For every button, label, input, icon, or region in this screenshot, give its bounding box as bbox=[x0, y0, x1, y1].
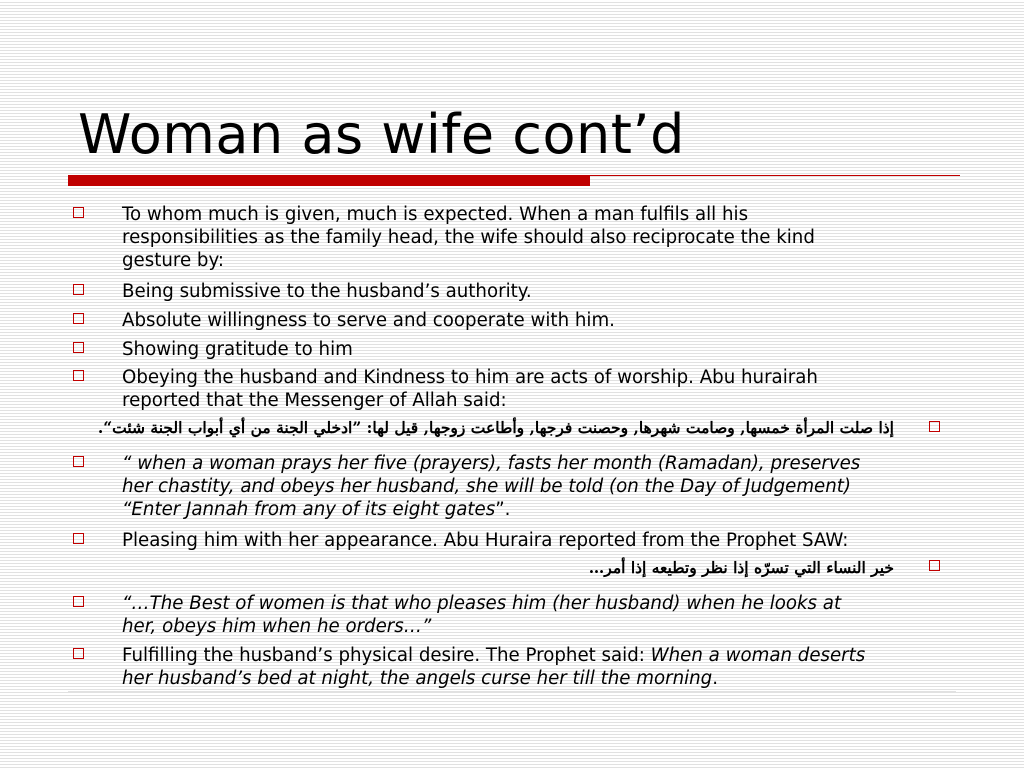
bullet-1-line-3: gesture by: bbox=[122, 250, 225, 271]
bullet-square-icon bbox=[73, 533, 84, 544]
bullet-5-line-2: reported that the Messenger of Allah said: bbox=[122, 390, 507, 411]
bullet-square-icon bbox=[929, 421, 940, 432]
bullet-square-icon bbox=[73, 370, 84, 381]
bullet-10-line-2: her, obeys him when he orders…” bbox=[122, 616, 432, 637]
bullet-square-icon bbox=[929, 560, 940, 571]
bullet-square-icon bbox=[73, 207, 84, 218]
bullet-7-line-3 bbox=[122, 498, 510, 521]
bullet-3-line-1: Absolute willingness to serve and cooperate with him. bbox=[122, 310, 615, 331]
bullet-5-line-1: Obeying the husband and Kindness to him are acts of worship. Abu hurairah bbox=[122, 367, 818, 388]
bullet-1-line-1: To whom much is given, much is expected. When a man fulfils all his bbox=[122, 204, 749, 225]
bullet-11-line-2-italic: her husband’s bed at night, the angels curse her till the morning bbox=[122, 668, 713, 689]
bullet-7-line-3-end: ”. bbox=[495, 499, 511, 520]
arabic-hadith-1: إذا صلت المرأة خمسها, وصامت شهرها, وحصنت فرجها, وأطاعت زوجها, قيل لها: ”ادخلي الجنة من أي أبواب الجنة شئت“. bbox=[97, 418, 894, 437]
bullet-7-line-1: “ when a woman prays her five (prayers), fasts her month (Ramadan), preserves bbox=[122, 453, 861, 474]
bullet-7-line-2: her chastity, and obeys her husband, she will be told (on the Day of Judgement) bbox=[122, 476, 851, 497]
bullet-square-icon bbox=[73, 648, 84, 659]
arabic-hadith-2: خير النساء التي تسرّه إذا نظر وتطيعه إذا أمر… bbox=[588, 558, 894, 577]
bullet-8-line-1: Pleasing him with her appearance. Abu Huraira reported from the Prophet SAW: bbox=[122, 530, 849, 551]
bullet-11-line-1 bbox=[122, 644, 865, 667]
bullet-2-line-1: Being submissive to the husband’s authority. bbox=[122, 281, 532, 302]
bullet-11-line-2-end: . bbox=[712, 668, 719, 689]
bullet-11-line-1-italic: When a woman deserts bbox=[650, 645, 866, 666]
bullet-1-line-2: responsibilities as the family head, the wife should also reciprocate the kind bbox=[122, 227, 815, 248]
title-underline-thick bbox=[68, 176, 590, 186]
slide-title: Woman as wife cont’d bbox=[78, 103, 685, 166]
bullet-7-line-3-italic: “Enter Jannah from any of its eight gates bbox=[122, 499, 496, 520]
bullet-square-icon bbox=[73, 313, 84, 324]
bullet-square-icon bbox=[73, 596, 84, 607]
bottom-divider bbox=[68, 691, 956, 693]
bullet-11-line-2 bbox=[122, 667, 718, 690]
bullet-square-icon bbox=[73, 456, 84, 467]
bullet-11-line-1-plain: Fulfilling the husband’s physical desire. The Prophet said: bbox=[122, 645, 651, 666]
bullet-10-line-1: “…The Best of women is that who pleases him (her husband) when he looks at bbox=[122, 593, 842, 614]
bullet-square-icon bbox=[73, 284, 84, 295]
bullet-4-line-1: Showing gratitude to him bbox=[122, 339, 353, 360]
bullet-square-icon bbox=[73, 342, 84, 353]
